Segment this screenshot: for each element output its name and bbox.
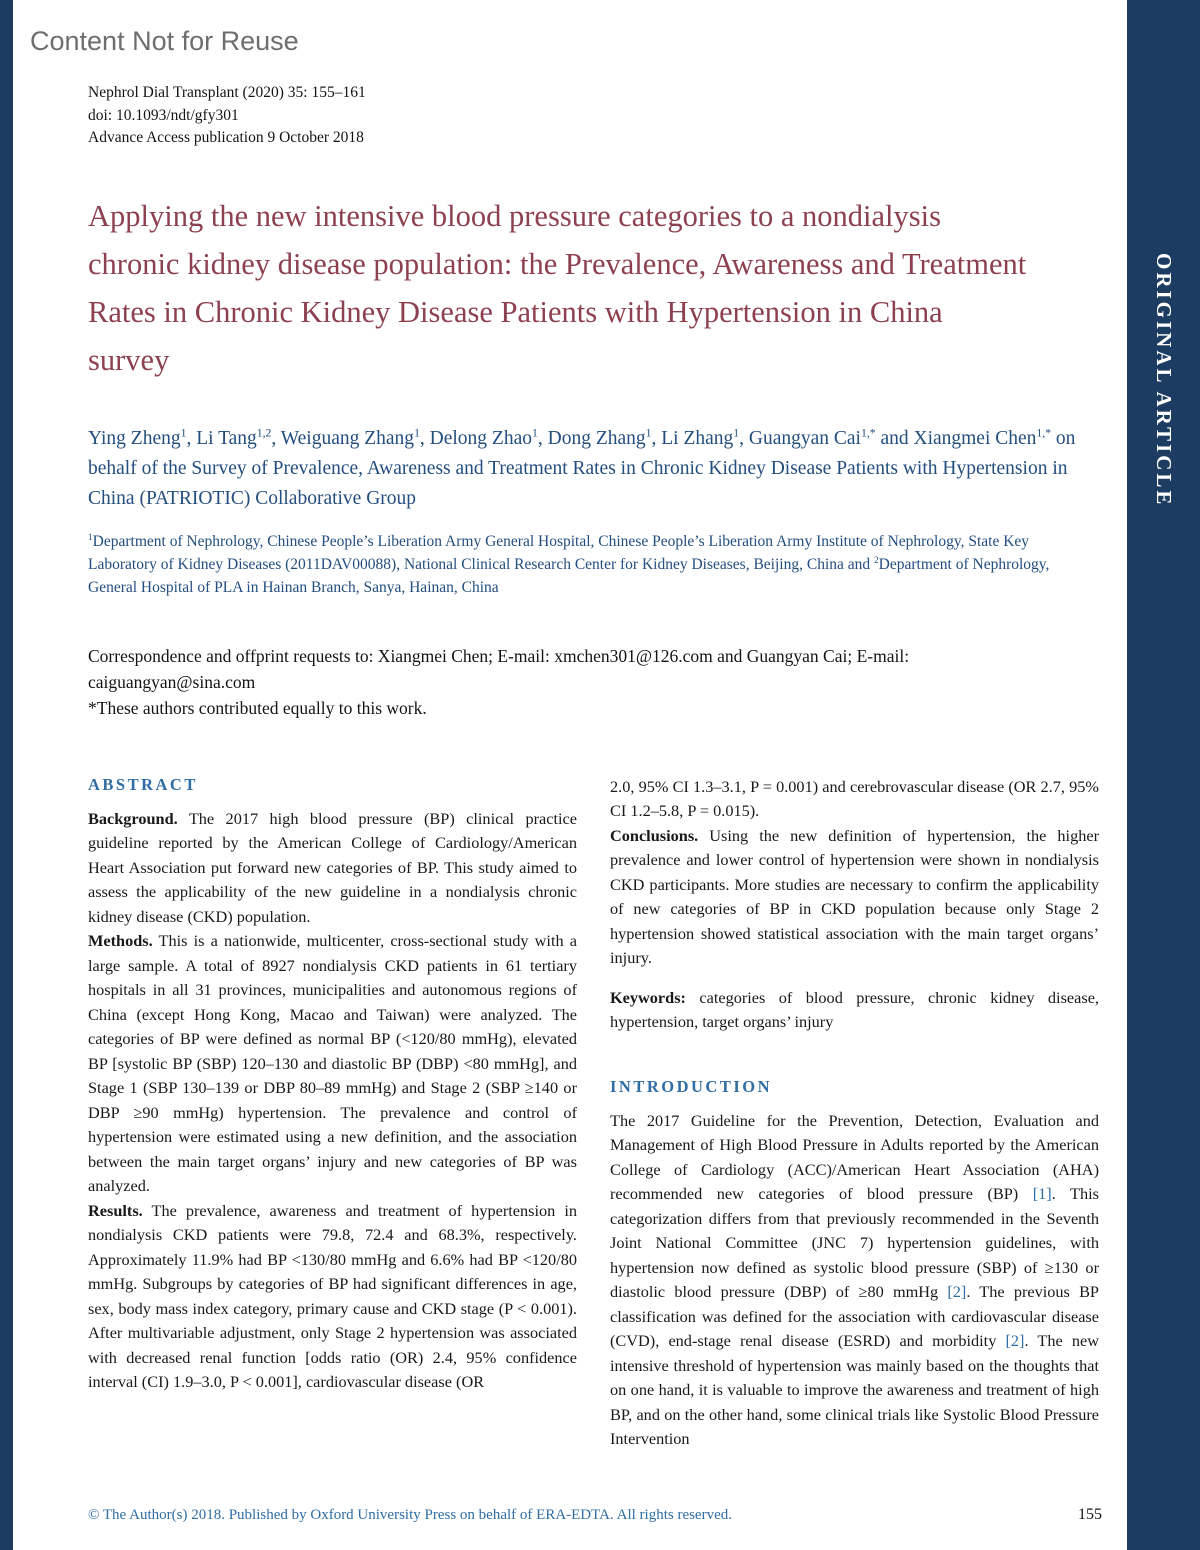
abstract-results-paragraph <box>88 1199 577 1395</box>
introduction-heading: INTRODUCTION <box>610 1076 773 1096</box>
article-title: Applying the new intensive blood pressure categories to a nondialysis chronic kidney disease population: the Prevalence, Awareness and Treatment Rates in Chronic Kidney Disease Patients with Hypertension in China survey <box>88 198 1027 377</box>
text-segment: , Delong Zhao <box>419 427 533 449</box>
text-segment: on behalf of the Survey of Prevalence, Awareness and Treatment Rates in Chronic Kidney Disease Patients with Hypertension in China (PATRIOTIC) Collaborative Group <box>88 427 1076 509</box>
journal-masthead <box>88 82 1102 150</box>
text-segment: The prevalence, awareness and treatment of hypertension in nondialysis CKD patients were 79.8, 72.4 and 68.3%, respectively. Approximately 11.9% had BP <130/80 mmHg and 6.6% had BP <120/80 mmHg. Subgroups by categories of BP had significant differences in age, sex, body mass index category, primary cause and CKD stage (P < 0.001). After multivariable adjustment, only Stage 2 hypertension was associated with decreased renal function [odds ratio (OR) 2.4, 95% confidence interval (CI) 1.9–3.0, P < 0.001], cardiovascular disease (OR <box>88 1200 577 1391</box>
text-segment: categories of blood pressure, chronic kidney disease, hypertension, target organs’ injury <box>610 987 1099 1031</box>
text-segment: , Guangyan Cai <box>739 427 861 449</box>
abstract-heading: ABSTRACT <box>88 774 198 794</box>
text-segment: , Li Tang <box>186 427 257 449</box>
text-segment: Department of Nephrology, General Hospital of PLA in Hainan Branch, Sanya, Hainan, China <box>88 555 1050 596</box>
superscript-marker: 1 <box>414 426 420 439</box>
superscript-marker: 2 <box>874 555 879 566</box>
superscript-marker: 1,2 <box>256 426 272 439</box>
superscript-marker: 1,* <box>860 426 876 439</box>
superscript-marker: 1 <box>645 426 652 439</box>
text-segment: Methods. <box>88 931 153 950</box>
equal-contribution-note: *These authors contributed equally to this work. <box>88 697 427 718</box>
superscript-marker: 1 <box>733 426 740 439</box>
text-segment: The 2017 Guideline for the Prevention, Detection, Evaluation and Management of High Blood Pressure in Adults reported by the American College of Cardiology (ACC)/American Heart Association (AHA) recommended new categories of blood pressure (BP) <box>610 1110 1099 1203</box>
text-segment: , Li Zhang <box>651 427 734 449</box>
text-segment: Using the new definition of hypertension, the higher prevalence and lower control of hypertension were shown in nondialysis CKD participants. More studies are necessary to confirm the applicability of new categories of BP in CKD population because only Stage 2 hypertension showed statistical association with the main target organs’ injury. <box>610 825 1099 967</box>
abstract-results-continued: 2.0, 95% CI 1.3–3.1, P = 0.001) and cerebrovascular disease (OR 2.7, 95% CI 1.2–5.8, P = 0.015). <box>610 776 1099 820</box>
left-edge-bar <box>0 0 13 1550</box>
citation-ref[interactable]: [2] <box>1005 1331 1025 1350</box>
citation-ref[interactable]: [1] <box>1032 1184 1052 1203</box>
text-segment: The 2017 high blood pressure (BP) clinical practice guideline reported by the American College of Cardiology/American Heart Association put forward new categories of BP. This study aimed to assess the applicability of the new guideline in a nondialysis chronic kidney disease (CKD) population. <box>88 808 577 926</box>
affiliations <box>88 530 1098 599</box>
text-segment: Conclusions. <box>610 825 699 845</box>
correspondence-text: Correspondence and offprint requests to: Xiangmei Chen; E-mail: xmchen301@126.com and Guangyan Cai; E-mail: caiguangyan@sina.com <box>88 645 910 692</box>
text-segment: . The new intensive threshold of hypertension was mainly based on the thoughts that on one hand, it is valuable to improve the awareness and treatment of high BP, and on the other hand, some clinical trials like Systolic Blood Pressure Intervention <box>610 1331 1100 1448</box>
article-content <box>88 0 1102 1550</box>
text-segment: This is a nationwide, multicenter, cross-sectional study with a large sample. A total of 8927 nondialysis CKD patients in 61 tertiary hospitals in all 31 provinces, municipalities and autonomous regions of China (except Hong Kong, Macao and Taiwan) were analyzed. The categories of BP were defined as normal BP (<120/80 mmHg), elevated BP [systolic BP (SBP) 120–130 and diastolic BP (DBP) <80 mmHg], and Stage 1 (SBP 130–139 or DBP 80–89 mmHg) and Stage 2 (SBP ≥140 or DBP ≥90 mmHg) hypertension. The prevalence and control of hypertension were estimated using a new definition, and the association between the main target organs’ injury and new categories of BP was analyzed. <box>88 931 577 1195</box>
superscript-marker: 1 <box>180 426 187 439</box>
text-segment: Keywords: <box>610 987 686 1007</box>
journal-citation: Nephrol Dial Transplant (2020) 35: 155–161 <box>88 84 366 101</box>
article-type-banner <box>1127 0 1200 1550</box>
journal-doi: doi: 10.1093/ndt/gfy301 <box>88 106 239 124</box>
text-segment: , Dong Zhang <box>537 427 646 449</box>
citation-ref[interactable]: [2] <box>947 1282 967 1301</box>
introduction-paragraph <box>610 1109 1099 1452</box>
text-segment: Results. <box>88 1200 143 1220</box>
text-segment: . This categorization differs from that previously recommended in the Seventh Joint National Committee (JNC 7) hypertension guidelines, with hypertension now defined as systolic blood pressure (SBP) of ≥130 or diastolic blood pressure (DBP) of ≥80 mmHg <box>610 1184 1099 1301</box>
abstract-methods-paragraph <box>88 929 577 1199</box>
right-column <box>610 775 1099 1452</box>
text-segment: , Weiguang Zhang <box>271 427 415 449</box>
abstract-conclusions-paragraph <box>610 824 1099 971</box>
keywords-paragraph <box>610 986 1099 1035</box>
advance-access-note: Advance Access publication 9 October 2018 <box>88 129 364 146</box>
two-column-body <box>88 775 1102 1452</box>
text-segment: Department of Nephrology, Chinese People’s Liberation Army General Hospital, Chinese People’s Liberation Army Institute of Nephrology, State Key Laboratory of Kidney Diseases (2011DAV00088), National Clinical Research Center for Kidney Diseases, Beijing, China and <box>88 532 1030 573</box>
text-segment: Background. <box>88 808 178 828</box>
author-list <box>88 424 1098 514</box>
page-footer <box>88 1506 1102 1524</box>
superscript-marker: 1 <box>88 532 93 543</box>
text-segment: . The previous BP classification was defined for the association with cardiovascular disease (CVD), end-stage renal disease (ESRD) and morbidity <box>610 1282 1099 1350</box>
correspondence-block <box>88 643 1033 721</box>
abstract-background-paragraph <box>88 807 577 930</box>
text-segment: and Xiangmei Chen <box>875 427 1037 449</box>
article-type-label: ORIGINAL ARTICLE <box>1152 253 1176 508</box>
text-segment: Ying Zheng <box>88 427 181 449</box>
left-column <box>88 775 577 1452</box>
superscript-marker: 1 <box>532 426 538 439</box>
page-number: 155 <box>1078 1506 1102 1523</box>
copyright-notice: © The Author(s) 2018. Published by Oxford University Press on behalf of ERA-EDTA. All rights reserved. <box>88 1507 732 1523</box>
superscript-marker: 1,* <box>1036 426 1052 439</box>
watermark-text: Content Not for Reuse <box>30 26 299 56</box>
